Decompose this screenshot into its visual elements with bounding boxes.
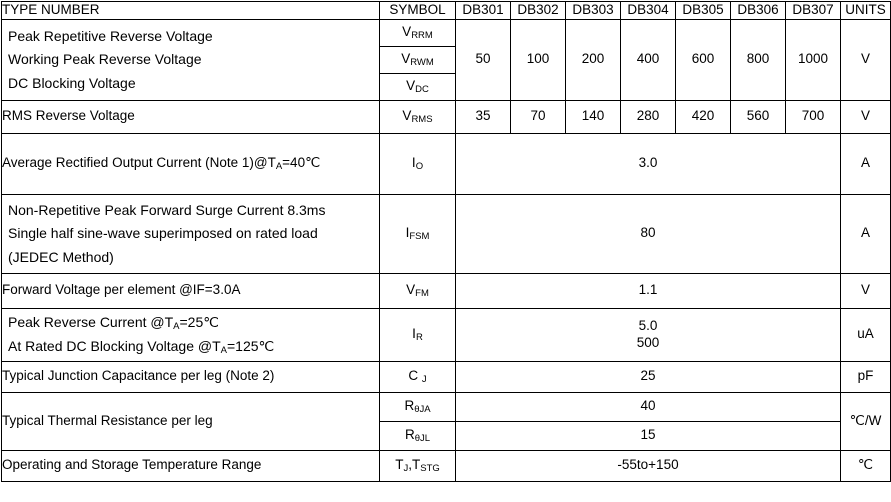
symbol-rthjl-base: R — [404, 427, 415, 443]
reverse-voltage-db302: 100 — [511, 19, 566, 100]
rms-db307: 700 — [786, 100, 841, 133]
table-row — [2, 308, 891, 361]
symbol-ifsm-sub: FSM — [409, 231, 430, 243]
vfm-description: Forward Voltage per element @IF=3.0A — [2, 273, 380, 308]
header-part-db304: DB304 — [621, 2, 676, 20]
rms-db301: 35 — [456, 100, 511, 133]
ir-description — [2, 308, 380, 361]
rthjl-value: 15 — [456, 421, 841, 450]
symbol-tj-tstg — [380, 450, 456, 481]
symbol-tj-base: T — [395, 457, 404, 473]
ifsm-line-2: Single half sine-wave superimposed on rated load — [8, 225, 318, 242]
symbol-io-base: I — [411, 155, 416, 171]
symbol-vrms — [380, 100, 456, 133]
rms-units: V — [841, 100, 891, 133]
rms-db304: 280 — [621, 100, 676, 133]
table-row — [2, 133, 891, 194]
symbol-vrms-sub: RMS — [411, 114, 433, 126]
symbol-ir-sub: R — [415, 332, 423, 344]
ir-line-2-sub: A — [220, 344, 227, 356]
reverse-voltage-line-3: DC Blocking Voltage — [8, 74, 136, 91]
table-row — [2, 194, 891, 273]
symbol-ifsm — [380, 194, 456, 273]
io-description-text-2: =40℃ — [282, 155, 321, 171]
header-part-db307: DB307 — [786, 2, 841, 20]
symbol-ir-base: I — [412, 326, 416, 342]
table-row — [2, 361, 891, 392]
ir-values — [456, 308, 841, 361]
table-header-row — [2, 2, 891, 20]
temp-value: -55to+150 — [456, 450, 841, 481]
vfm-units: V — [841, 273, 891, 308]
rthja-value: 40 — [456, 392, 841, 421]
symbol-rthjl — [380, 421, 456, 450]
symbol-rthja-sub: θJA — [414, 404, 431, 416]
rms-db302: 70 — [511, 100, 566, 133]
symbol-vrms-base: V — [402, 108, 412, 124]
table-row — [2, 273, 891, 308]
reverse-voltage-line-1: Peak Repetitive Reverse Voltage — [8, 27, 213, 44]
symbol-cj-base: C — [408, 368, 419, 384]
symbol-tstg-sub: STG — [420, 463, 440, 475]
reverse-voltage-db304: 400 — [621, 19, 676, 100]
symbol-io-sub: O — [415, 161, 424, 173]
vfm-value: 1.1 — [456, 273, 841, 308]
ir-units: uA — [841, 308, 891, 361]
ir-line-1-sub: A — [173, 321, 180, 333]
table-row — [2, 100, 891, 133]
symbol-vrrm-sub: RRM — [411, 30, 433, 42]
ir-value-2: 500 — [636, 334, 660, 350]
header-part-db303: DB303 — [566, 2, 621, 20]
cj-units: pF — [841, 361, 891, 392]
symbol-vrwm-sub: RWM — [410, 57, 434, 69]
table-row — [2, 450, 891, 481]
ir-line-2-b: =125℃ — [227, 337, 275, 354]
temp-description: Operating and Storage Temperature Range — [2, 450, 380, 481]
rms-description: RMS Reverse Voltage — [2, 100, 380, 133]
reverse-voltage-db303: 200 — [566, 19, 621, 100]
symbol-cj — [380, 361, 456, 392]
symbol-vrwm-base: V — [401, 51, 411, 67]
table-row — [2, 19, 891, 46]
symbol-vdc — [380, 73, 456, 100]
ir-line-1-a: Peak Reverse Current @T — [8, 314, 174, 331]
symbol-vdc-base: V — [406, 78, 416, 94]
symbol-vfm — [380, 273, 456, 308]
symbol-tstg-base: ,T — [408, 457, 421, 473]
ir-line-2 — [2, 335, 379, 359]
symbol-rthjl-sub: θJL — [414, 433, 431, 445]
ir-line-2-a: At Rated DC Blocking Voltage @T — [8, 337, 221, 354]
table-row — [2, 392, 891, 421]
reverse-voltage-description — [2, 19, 380, 100]
symbol-vdc-sub: DC — [415, 84, 429, 96]
rms-db305: 420 — [676, 100, 731, 133]
header-part-db302: DB302 — [511, 2, 566, 20]
ifsm-value: 80 — [456, 194, 841, 273]
symbol-ir — [380, 308, 456, 361]
ir-line-1-b: =25℃ — [179, 314, 219, 331]
io-description — [2, 133, 380, 194]
rms-db306: 560 — [731, 100, 786, 133]
cj-value: 25 — [456, 361, 841, 392]
symbol-rthja — [380, 392, 456, 421]
symbol-rthja-base: R — [404, 398, 415, 414]
symbol-vfm-base: V — [406, 282, 416, 298]
header-symbol: SYMBOL — [380, 2, 456, 20]
rth-description: Typical Thermal Resistance per leg — [2, 392, 380, 450]
reverse-voltage-db305: 600 — [676, 19, 731, 100]
temp-units: ℃ — [841, 450, 891, 481]
io-description-text: Average Rectified Output Current (Note 1)@T — [2, 155, 276, 171]
header-part-db301: DB301 — [456, 2, 511, 20]
io-description-sub: A — [275, 161, 283, 173]
reverse-voltage-db301: 50 — [456, 19, 511, 100]
ifsm-description — [2, 194, 380, 273]
reverse-voltage-db307: 1000 — [786, 19, 841, 100]
io-value: 3.0 — [456, 133, 841, 194]
symbol-vrrm — [380, 19, 456, 46]
symbol-vrrm-base: V — [402, 24, 412, 40]
symbol-vrwm — [380, 46, 456, 73]
specification-table — [1, 1, 891, 482]
symbol-io — [380, 133, 456, 194]
cj-description: Typical Junction Capacitance per leg (Note 2) — [2, 361, 380, 392]
symbol-tj-sub: J — [403, 463, 409, 475]
ifsm-line-3: (JEDEC Method) — [8, 248, 114, 265]
symbol-ifsm-base: I — [405, 225, 410, 241]
reverse-voltage-db306: 800 — [731, 19, 786, 100]
reverse-voltage-line-2: Working Peak Reverse Voltage — [8, 51, 202, 68]
ifsm-units: A — [841, 194, 891, 273]
ir-value-1: 5.0 — [638, 318, 658, 333]
io-units: A — [841, 133, 891, 194]
rms-db303: 140 — [566, 100, 621, 133]
symbol-vfm-sub: FM — [415, 288, 429, 300]
header-type-number: TYPE NUMBER — [2, 2, 380, 20]
symbol-cj-sub: J — [421, 374, 427, 386]
header-part-db305: DB305 — [676, 2, 731, 20]
ir-line-1 — [2, 311, 379, 335]
header-units: UNITS — [841, 2, 891, 20]
reverse-voltage-units: V — [841, 19, 891, 100]
header-part-db306: DB306 — [731, 2, 786, 20]
ifsm-line-1: Non-Repetitive Peak Forward Surge Current 8.3ms — [8, 201, 326, 218]
rth-units: ℃/W — [841, 392, 891, 450]
